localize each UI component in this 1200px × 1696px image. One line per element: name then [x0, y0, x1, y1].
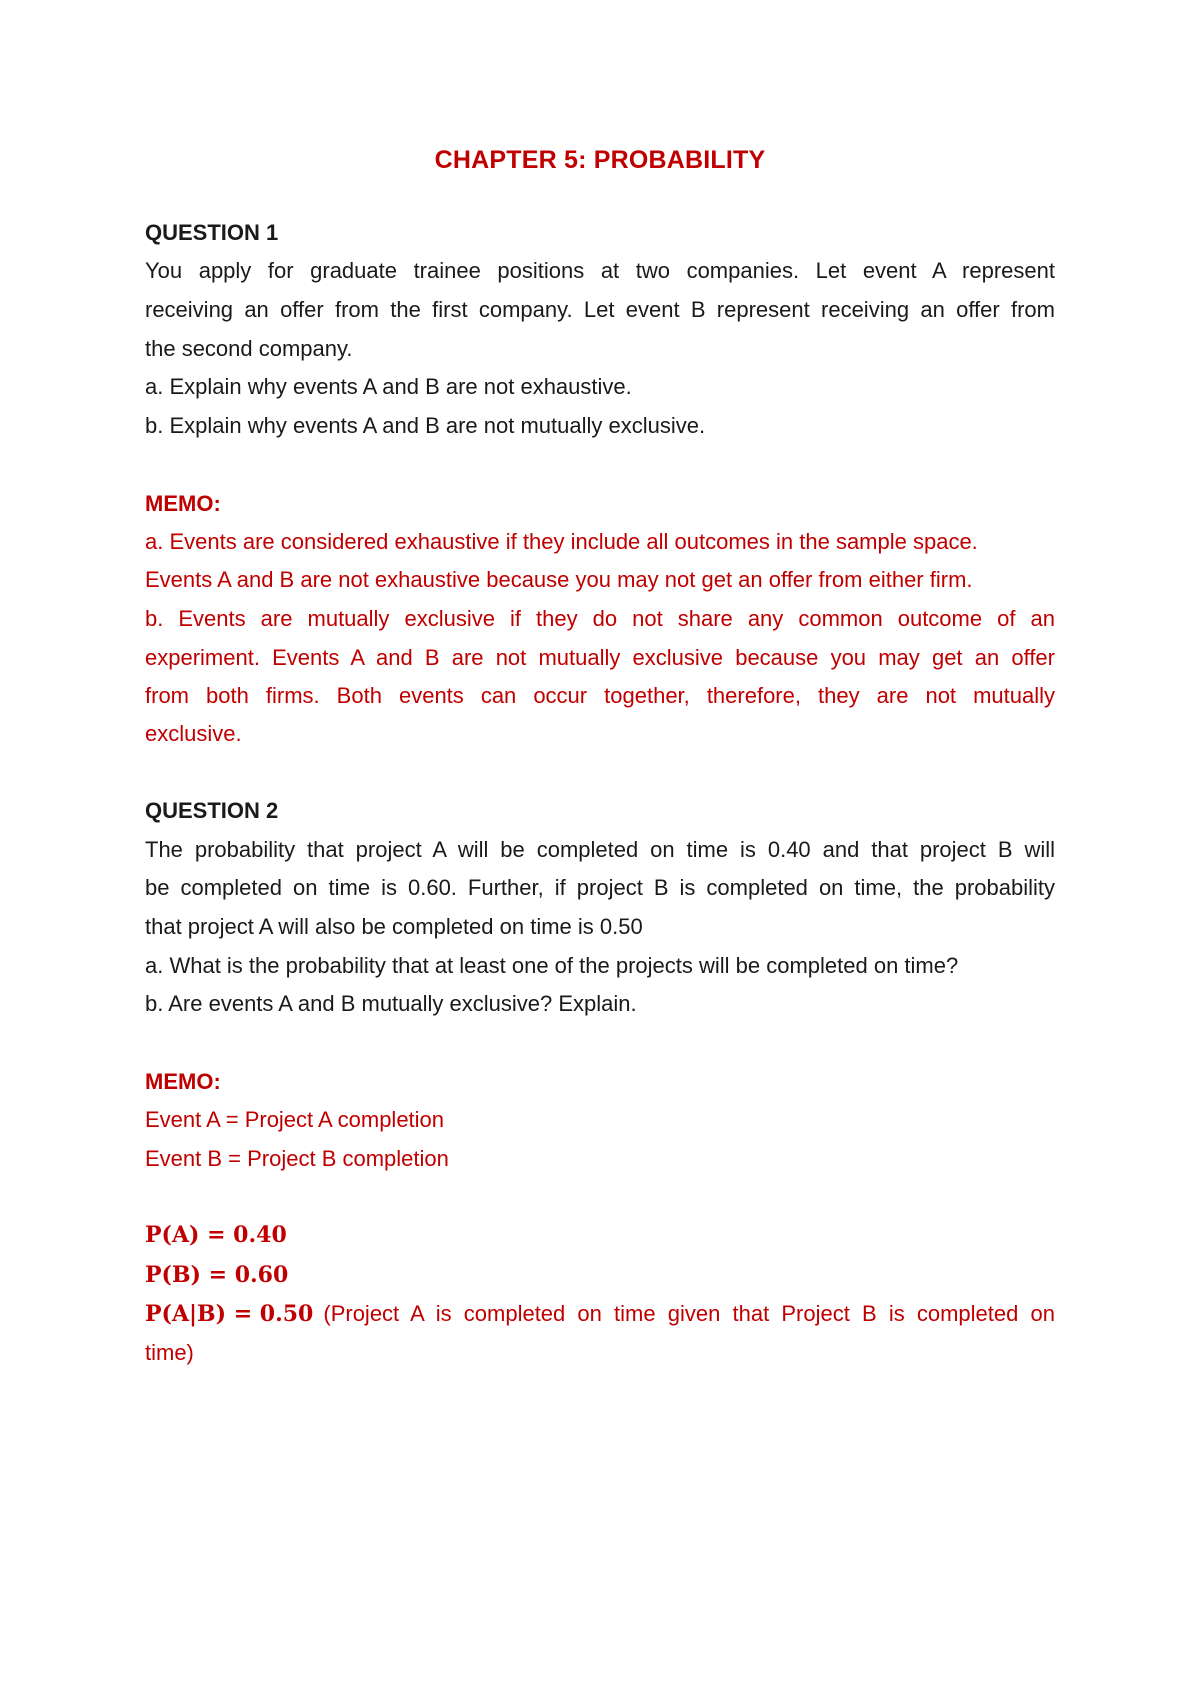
question-2-line: be completed on time is 0.60. Further, if project B is completed on time, the probability: [145, 875, 1055, 900]
conditional-probability-note: (Project A is completed on time given that Project B is completed on: [323, 1301, 1055, 1326]
question-1-line: the second company.: [145, 336, 353, 361]
conditional-probability: P(A|B) = 0.50: [145, 1301, 314, 1327]
question-1-part-a: a. Explain why events A and B are not exhaustive.: [145, 374, 632, 399]
conditional-probability-row: [145, 1301, 1055, 1327]
question-2-part-b: b. Are events A and B mutually exclusive? Explain.: [145, 991, 637, 1016]
question-2-part-a: a. What is the probability that at least one of the projects will be completed on time?: [145, 953, 959, 978]
memo-1-line: a. Events are considered exhaustive if they include all outcomes in the sample space.: [145, 529, 978, 554]
memo-2-event-a: Event A = Project A completion: [145, 1107, 445, 1132]
probability-b: P(B) = 0.60: [145, 1262, 289, 1288]
question-1-line: You apply for graduate trainee positions at two companies. Let event A represent: [145, 258, 1055, 283]
question-1-heading: QUESTION 1: [145, 220, 279, 245]
question-1-line: receiving an offer from the first company. Let event B represent receiving an offer from: [145, 297, 1055, 322]
memo-1-line: exclusive.: [145, 721, 242, 746]
question-2-heading: QUESTION 2: [145, 798, 279, 823]
conditional-probability-note-continued: time): [145, 1340, 194, 1365]
question-2-line: that project A will also be completed on time is 0.50: [145, 914, 643, 939]
memo-1-line: experiment. Events A and B are not mutually exclusive because you may get an offer: [145, 645, 1055, 670]
memo-1-line: from both firms. Both events can occur together, therefore, they are not mutually: [145, 683, 1055, 708]
memo-1-line: Events A and B are not exhaustive because you may not get an offer from either firm.: [145, 567, 973, 592]
chapter-title: CHAPTER 5: PROBABILITY: [434, 146, 766, 174]
memo-2-event-b: Event B = Project B completion: [145, 1146, 449, 1171]
question-2-line: The probability that project A will be completed on time is 0.40 and that project B will: [145, 837, 1055, 862]
memo-1-heading: MEMO:: [145, 491, 221, 516]
question-1-part-b: b. Explain why events A and B are not mutually exclusive.: [145, 413, 706, 438]
memo-2-heading: MEMO:: [145, 1069, 221, 1094]
memo-1-line: b. Events are mutually exclusive if they do not share any common outcome of an: [145, 606, 1055, 631]
probability-a: P(A) = 0.40: [145, 1222, 287, 1248]
